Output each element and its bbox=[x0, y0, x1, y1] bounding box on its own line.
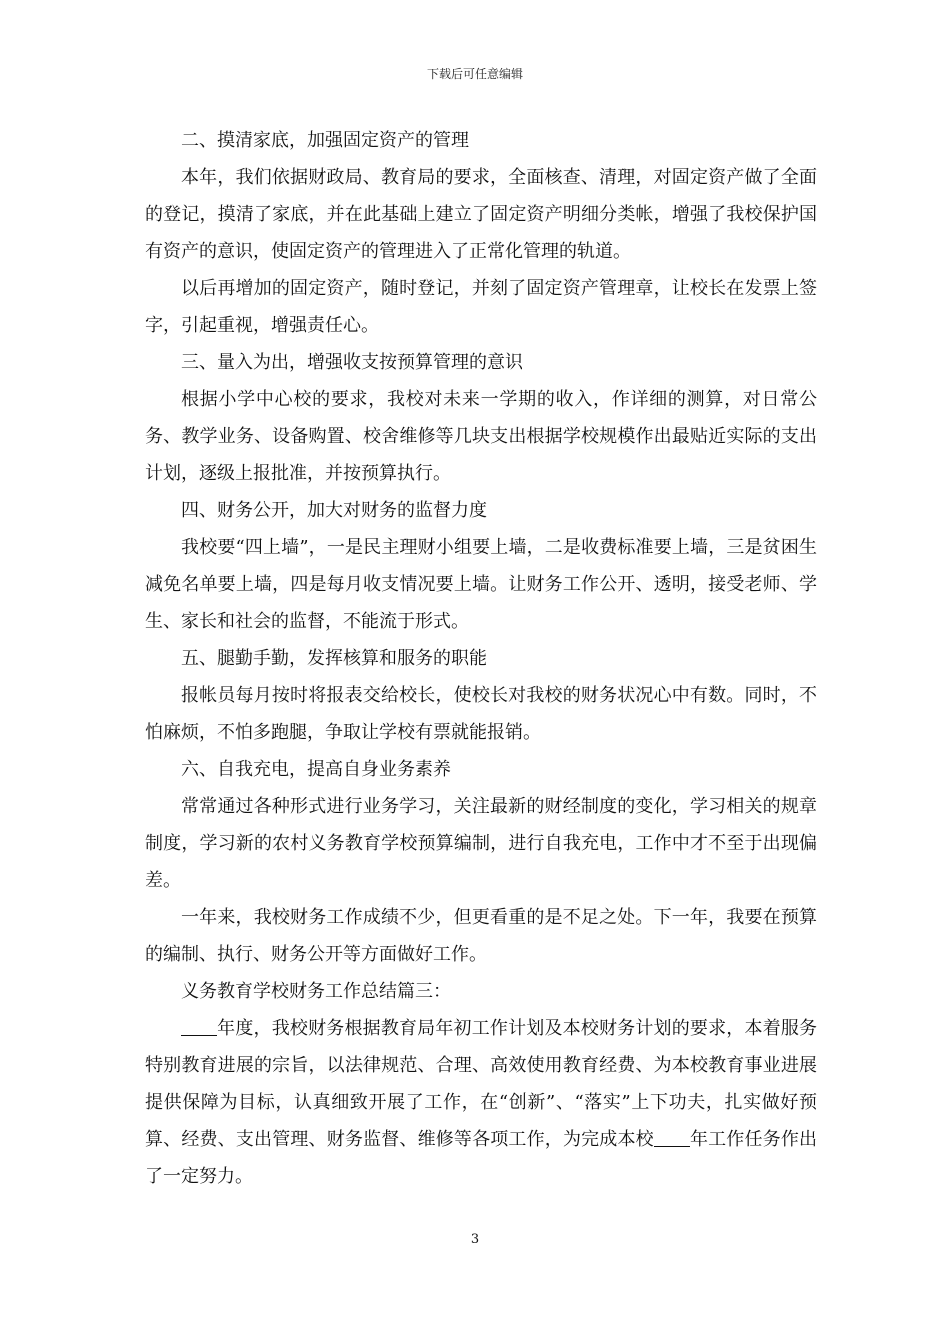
section-heading-2: 二、摸清家底，加强固定资产的管理 bbox=[181, 130, 469, 151]
blank-line bbox=[654, 1128, 690, 1147]
paragraph: 本年，我们依据财政局、教育局的要求，全面核查、清理，对固定资产做了全面的登记，摸清了家底，并在此基础上建立了固定资产明细分类帐，增强了我校保护国有资产的意识，使固定资产的管理进入了正常化管理的轨道。 bbox=[145, 167, 817, 262]
part-three-heading: 义务教育学校财务工作总结篇三： bbox=[181, 981, 451, 1002]
document-body bbox=[145, 122, 817, 1195]
paragraph-text: 年工作任务作出了一定努力。 bbox=[145, 1129, 817, 1187]
section-heading-5: 五、腿勤手勤，发挥核算和服务的职能 bbox=[181, 648, 487, 669]
section-heading-3: 三、量入为出，增强收支按预算管理的意识 bbox=[181, 352, 523, 373]
paragraph-text: 年度，我校财务根据教育局年初工作计划及本校财务计划的要求，本着服务特别教育进展的宗旨，以法律规范、合理、高效使用教育经费、为本校教育事业进展提供保障为目标，认真细致开展了工作，在“创新”、“落实”上下功夫，扎实做好预算、经费、支出管理、财务监督、维修等各项工作，为完成本校 bbox=[145, 1018, 817, 1150]
page-number: 3 bbox=[470, 1232, 480, 1247]
section-heading-6: 六、自我充电，提高自身业务素养 bbox=[181, 759, 451, 780]
page-header: 下载后可任意编辑 bbox=[426, 67, 523, 81]
section-heading-4: 四、财务公开，加大对财务的监督力度 bbox=[181, 500, 487, 521]
paragraph: 以后再增加的固定资产，随时登记，并刻了固定资产管理章，让校长在发票上签字，引起重视，增强责任心。 bbox=[145, 278, 817, 336]
paragraph: 根据小学中心校的要求，我校对未来一学期的收入，作详细的测算，对日常公务、教学业务、设备购置、校舍维修等几块支出根据学校规模作出最贴近实际的支出计划，逐级上报批准，并按预算执行。 bbox=[145, 389, 817, 484]
paragraph bbox=[145, 1010, 817, 1195]
blank-line bbox=[181, 1017, 217, 1036]
paragraph: 报帐员每月按时将报表交给校长，使校长对我校的财务状况心中有数。同时，不怕麻烦，不怕多跑腿，争取让学校有票就能报销。 bbox=[145, 685, 817, 743]
paragraph: 常常通过各种形式进行业务学习，关注最新的财经制度的变化，学习相关的规章制度，学习新的农村义务教育学校预算编制，进行自我充电，工作中才不至于出现偏差。 bbox=[145, 796, 817, 891]
paragraph: 一年来，我校财务工作成绩不少，但更看重的是不足之处。下一年，我要在预算的编制、执行、财务公开等方面做好工作。 bbox=[145, 907, 817, 965]
paragraph: 我校要“四上墙”，一是民主理财小组要上墙，二是收费标准要上墙，三是贫困生减免名单要上墙，四是每月收支情况要上墙。让财务工作公开、透明，接受老师、学生、家长和社会的监督，不能流于形式。 bbox=[145, 537, 817, 632]
